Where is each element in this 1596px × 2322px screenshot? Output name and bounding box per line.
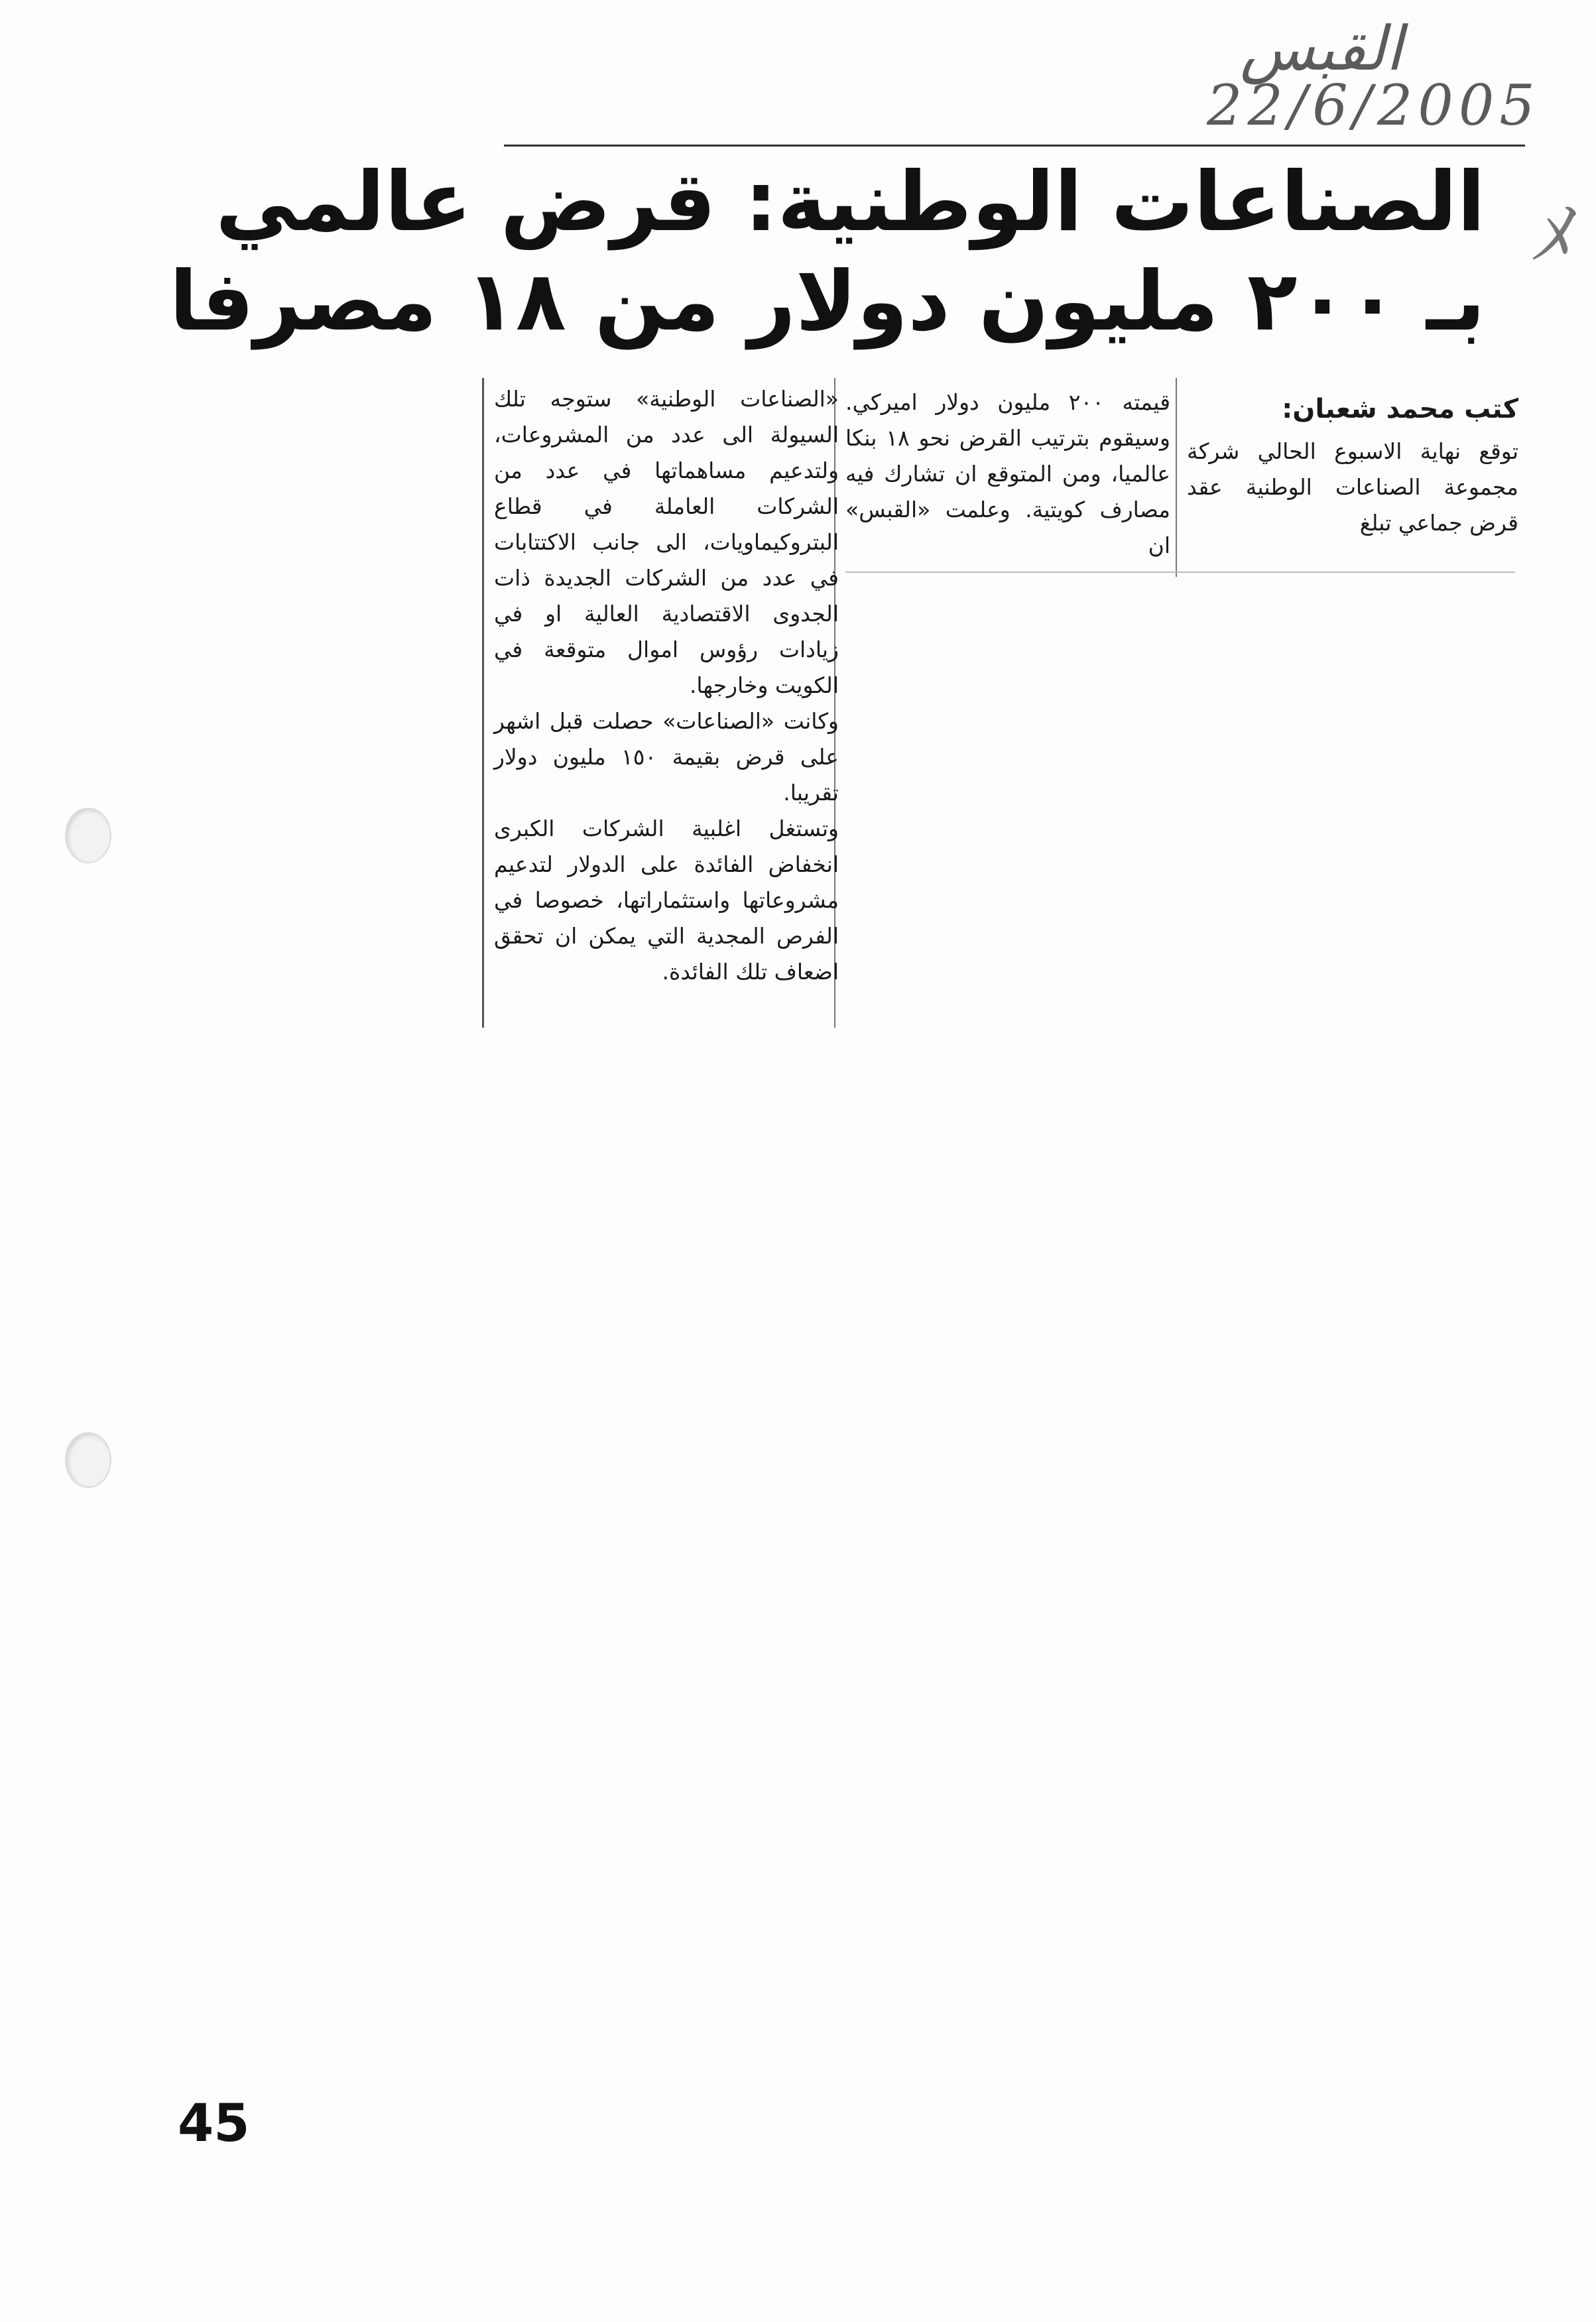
article-paragraph: وكانت «الصناعات» حصلت قبل اشهر على قرض بقيمة ١٥٠ مليون دولار تقريبا. [494, 708, 839, 806]
headline-line-1: الصناعات الوطنية: قرض عالمي [215, 154, 1485, 250]
article-headline [169, 153, 1485, 351]
clipping-top-rule [504, 145, 1525, 147]
article-paragraph: «الصناعات الوطنية» ستوجه تلك السيولة الى عدد من المشروعات، ولتدعيم مساهماتها في عدد من الشركات العاملة في قطاع البتروكيماويات، الى جانب الاكتتابات في عدد من الشركات الجديدة ذات الجدوى الاقتصادية العالية او في زيادات رؤوس اموال متوقعة في الكويت وخارجها. [494, 386, 839, 698]
clipping-left-edge [482, 378, 484, 1028]
punch-hole [65, 808, 111, 863]
article-column-left [494, 381, 839, 990]
article-paragraph: وتستغل اغلبية الشركات الكبرى انخفاض الفائدة على الدولار لتدعيم مشروعاتها واستثماراتها، خصوصا في الفرص المجدية التي يمكن ان تحقق اضعاف تلك الفائدة. [494, 816, 839, 985]
handwritten-check-mark: ﾒ [1526, 187, 1585, 286]
article-column-right [1187, 385, 1518, 541]
punch-hole [65, 1432, 111, 1488]
article-paragraph: قيمته ٢٠٠ مليون دولار اميركي. وسيقوم بترتيب القرض نحو ١٨ بنكا عالميا، ومن المتوقع ان تشارك فيه مصارف كويتية. وعلمت «القبس» ان [845, 389, 1170, 558]
page-number: 45 [178, 2094, 250, 2154]
headline-line-2: بـ ٢٠٠ مليون دولار من ١٨ مصرفا [169, 254, 1485, 349]
article-byline: كتب محمد شعبان: [1282, 394, 1518, 424]
handwritten-source-note: القبس [1240, 13, 1403, 84]
column-divider [1176, 378, 1177, 577]
article-column-middle [845, 385, 1170, 564]
handwritten-date-note: 22/6/2005 [1207, 73, 1540, 138]
column-bottom-rule [845, 572, 1515, 573]
article-paragraph: توقع نهاية الاسبوع الحالي شركة مجموعة الصناعات الوطنية عقد قرض جماعي تبلغ [1187, 438, 1518, 536]
